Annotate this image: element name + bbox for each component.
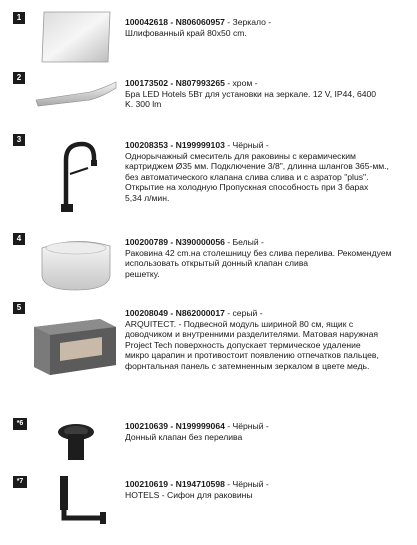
item-text-5 xyxy=(125,308,410,372)
item-code: 100200789 - N390000056 xyxy=(125,237,225,247)
item-badge-2: 2 xyxy=(13,72,25,84)
mirror-image xyxy=(30,8,120,66)
item-badge-6: *6 xyxy=(13,418,27,430)
item-code: 100042618 - N806060957 xyxy=(125,17,225,27)
item-code: 100210639 - N199999064 xyxy=(125,421,225,431)
item-badge-1: 1 xyxy=(13,12,25,24)
item-code: 100173502 - N807993265 xyxy=(125,78,225,88)
siphon-image xyxy=(30,474,120,526)
item-description: - Чёрный - Донный клапан без перелива xyxy=(125,421,269,442)
item-text-3 xyxy=(125,140,410,204)
item-code: 100208353 - N199999103 xyxy=(125,140,225,150)
item-code: 100208049 - N862000017 xyxy=(125,308,225,318)
item-badge-4: 4 xyxy=(13,233,25,245)
item-badge-5: 5 xyxy=(13,302,25,314)
cabinet-image xyxy=(30,315,120,383)
item-description: - серый - ARQUITECT. - Подвесной модуль шириной 80 см, ящик с доводчиком и внутренними разделителями. Матовая наружная Project Tech поверхность допускает термическое удаление микро царапин и противостоит появлению отпечатков пальцев, форнтальная панель с затемненным зеркалом в цвете медь. xyxy=(125,308,379,371)
item-code: 100210619 - N194710598 xyxy=(125,479,225,489)
basin-image xyxy=(30,232,120,294)
drain-valve-image xyxy=(30,420,120,462)
item-text-2 xyxy=(125,78,410,110)
item-badge-7: *7 xyxy=(13,476,27,488)
item-description: - Зеркало - Шлифованный край 80x50 cm. xyxy=(125,17,272,38)
item-description: - Чёрный - Однорычажный смеситель для раковины с керамическим картриджем Ø35 мм. Подключение 3/8", длинна шлангов 365-мм., без автоматического клапана слива слива и с азратор "plus". Открытие на холодную Пропускная способность при 3 барах 5,34 л/мин. xyxy=(125,140,389,203)
item-text-6 xyxy=(125,421,410,442)
item-text-7 xyxy=(125,479,410,500)
faucet-image xyxy=(30,134,120,214)
item-description: - Чёрный - HOTELS - Сифон для раковины xyxy=(125,479,269,500)
item-badge-3: 3 xyxy=(13,134,25,146)
item-text-4 xyxy=(125,237,410,279)
wall-light-image xyxy=(30,78,120,108)
item-description: - Белый - Раковина 42 cm.на столешницу без слива перелива. Рекомендуем использовать открытый донный клапан слива решетку. xyxy=(125,237,392,279)
item-text-1 xyxy=(125,17,410,38)
item-description: - хром - Бра LED Hotels 5Вт для установки на зеркале. 12 V, IP44, 6400 K. 300 lm xyxy=(125,78,377,110)
